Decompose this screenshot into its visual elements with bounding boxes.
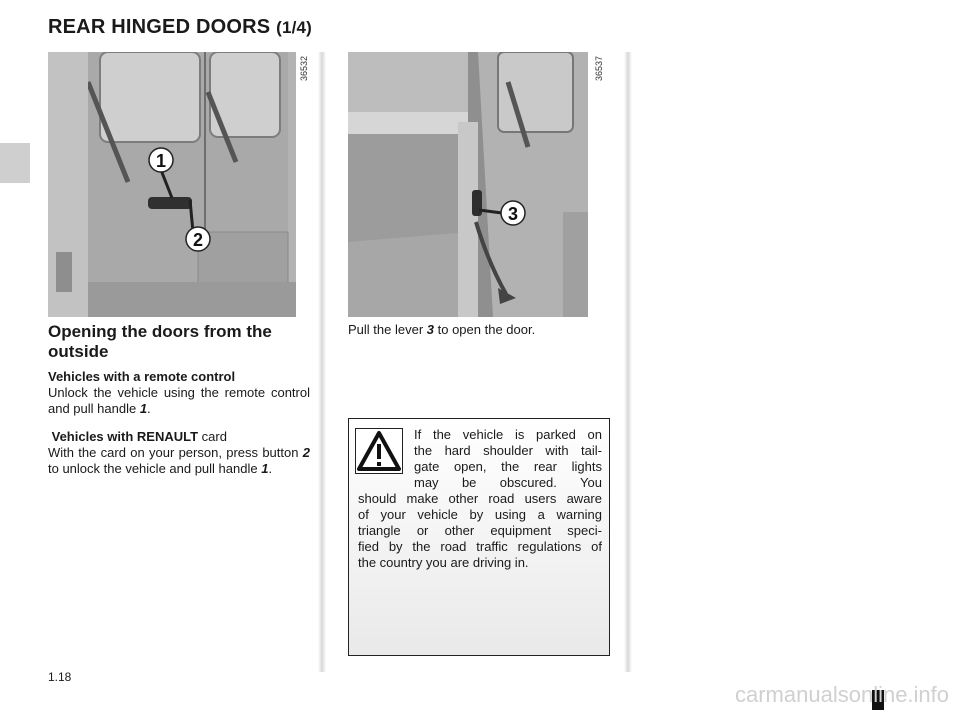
column-divider bbox=[624, 52, 632, 672]
column-divider bbox=[318, 52, 326, 672]
page-title bbox=[48, 16, 312, 39]
button-ref: 2 bbox=[302, 445, 310, 460]
handle-ref: 1 bbox=[261, 461, 269, 476]
warning-line: the country you are driving in. bbox=[358, 555, 529, 570]
warning-text-indented bbox=[414, 427, 602, 491]
title-part: (1/4) bbox=[276, 18, 313, 37]
callout-1: 1 bbox=[155, 151, 167, 171]
callout-overlay bbox=[48, 52, 296, 317]
warning-triangle-icon bbox=[355, 428, 403, 474]
callout-3: 3 bbox=[507, 204, 519, 224]
warning-line: triangle or other equipment speci- bbox=[358, 523, 602, 538]
paragraph-remote-control bbox=[48, 369, 310, 417]
remote-label: Vehicles with a remote control bbox=[48, 369, 236, 384]
section-tab bbox=[0, 143, 30, 183]
callout-2: 2 bbox=[192, 230, 204, 250]
figure-open-door bbox=[348, 52, 588, 317]
figure-rear-doors bbox=[48, 52, 296, 317]
remote-end: . bbox=[147, 401, 151, 416]
remote-text: Unlock the vehicle using the remote control and pull handle bbox=[48, 385, 310, 416]
section-heading: Opening the doors from the outside bbox=[48, 322, 272, 361]
page-number: 1.18 bbox=[48, 670, 72, 684]
warning-line: the hard shoulder with tail- bbox=[414, 443, 602, 458]
figure-code: 36537 bbox=[594, 56, 604, 82]
pull-text-a: Pull the lever bbox=[348, 322, 427, 337]
figure-code: 36532 bbox=[299, 56, 309, 82]
warning-line: fied by the road traffic regulations of bbox=[358, 539, 602, 554]
card-label-rest: card bbox=[198, 429, 227, 444]
warning-line: of your vehicle by using a warning bbox=[358, 507, 602, 522]
handle-ref: 1 bbox=[139, 401, 148, 416]
title-text: REAR HINGED DOORS bbox=[48, 16, 271, 38]
pull-text-b: to open the door. bbox=[434, 322, 536, 337]
paragraph-renault-card bbox=[48, 429, 310, 477]
card-text-b: to unlock the vehicle and pull handle bbox=[48, 461, 262, 476]
warning-line: should make other road users aware bbox=[358, 491, 602, 506]
card-text-a: With the card on your person, press button bbox=[48, 445, 303, 460]
warning-line: may be obscured. You bbox=[414, 475, 602, 490]
watermark: carmanualsonline.info bbox=[735, 682, 950, 707]
card-end: . bbox=[268, 461, 273, 476]
lever-ref: 3 bbox=[426, 322, 434, 337]
warning-line: If the vehicle is parked on bbox=[414, 427, 602, 442]
pull-lever-instruction bbox=[348, 322, 535, 337]
warning-line: gate open, the rear lights bbox=[414, 459, 602, 474]
warning-text-full bbox=[358, 491, 602, 571]
callout-overlay bbox=[348, 52, 588, 317]
card-label: Vehicles with RENAULT bbox=[51, 429, 199, 444]
